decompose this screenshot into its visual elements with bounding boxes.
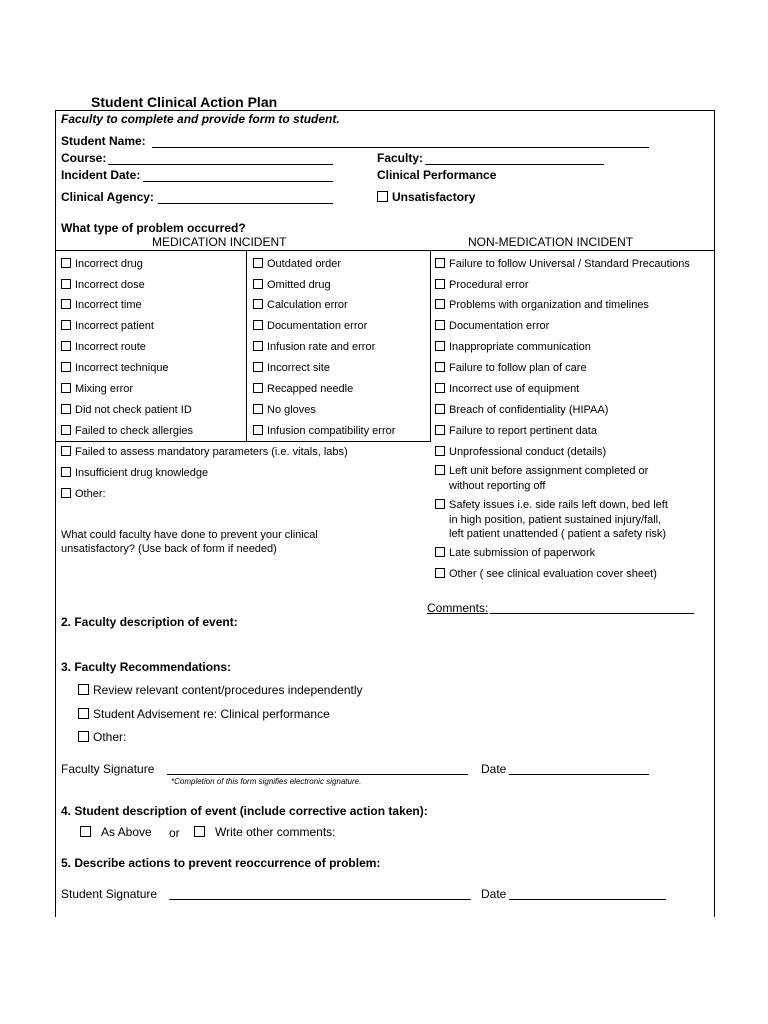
clinical-agency-label: Clinical Agency: <box>61 190 154 204</box>
non-medication-precautions[interactable]: Failure to follow Universal / Standard Precautions <box>435 258 690 270</box>
checkbox[interactable] <box>253 425 263 435</box>
section-2-heading: 2. Faculty description of event: <box>61 615 238 629</box>
checkbox[interactable] <box>61 446 71 456</box>
student-signature-field[interactable] <box>169 899 471 900</box>
checkbox[interactable] <box>253 383 263 393</box>
medication-drug-knowledge[interactable]: Insufficient drug knowledge <box>61 467 208 479</box>
medication-incorrect-dose[interactable]: Incorrect dose <box>61 279 145 291</box>
prevent-question-line-2: unsatisfactory? (Use back of form if needed) <box>61 543 277 555</box>
recommendation-review[interactable]: Review relevant content/procedures independently <box>78 683 363 697</box>
faculty-date-field[interactable] <box>509 774 649 775</box>
table-top-rule <box>55 250 714 251</box>
as-above-option[interactable]: As Above <box>80 825 152 839</box>
medication-mandatory-parameters[interactable]: Failed to assess mandatory parameters (i.e. vitals, labs) <box>61 446 348 458</box>
medication-incorrect-technique[interactable]: Incorrect technique <box>61 362 169 374</box>
non-medication-other[interactable]: Other ( see clinical evaluation cover sheet) <box>435 568 657 580</box>
non-medication-safety-cont-2: left patient unattended ( patient a safety risk) <box>449 528 667 540</box>
prevent-question-line-1: What could faculty have done to prevent your clinical <box>61 529 318 541</box>
non-medication-procedural-error[interactable]: Procedural error <box>435 279 528 291</box>
student-name-field[interactable] <box>152 147 649 148</box>
form-title: Student Clinical Action Plan <box>91 94 278 110</box>
checkbox[interactable] <box>253 404 263 414</box>
non-medication-confidentiality[interactable]: Breach of confidentiality (HIPAA) <box>435 404 608 416</box>
student-date-label: Date <box>481 887 507 901</box>
unsatisfactory-option[interactable]: Unsatisfactory <box>377 190 475 204</box>
medication-documentation-error[interactable]: Documentation error <box>253 320 367 332</box>
checkbox[interactable] <box>435 341 445 351</box>
non-medication-communication[interactable]: Inappropriate communication <box>435 341 591 353</box>
faculty-date-label: Date <box>481 762 507 776</box>
checkbox[interactable] <box>61 299 71 309</box>
medication-outdated-order[interactable]: Outdated order <box>253 258 341 270</box>
checkbox[interactable] <box>80 826 91 837</box>
checkbox[interactable] <box>435 383 445 393</box>
or-text: or <box>169 826 180 840</box>
non-medication-organization[interactable]: Problems with organization and timelines <box>435 299 649 311</box>
checkbox[interactable] <box>435 404 445 414</box>
section-5-heading: 5. Describe actions to prevent reoccurrence of problem: <box>61 856 381 870</box>
medication-header: MEDICATION INCIDENT <box>152 235 287 249</box>
checkbox[interactable] <box>253 362 263 372</box>
recommendation-advisement[interactable]: Student Advisement re: Clinical performance <box>78 707 330 721</box>
incident-date-field[interactable] <box>143 181 333 182</box>
comments-label: Comments: <box>427 601 489 615</box>
non-medication-left-unit[interactable]: Left unit before assignment completed or <box>435 465 648 477</box>
non-medication-pertinent-data[interactable]: Failure to report pertinent data <box>435 425 597 437</box>
medication-incorrect-site[interactable]: Incorrect site <box>253 362 330 374</box>
medication-recapped-needle[interactable]: Recapped needle <box>253 383 353 395</box>
checkbox[interactable] <box>253 341 263 351</box>
medication-column-divider <box>246 250 247 441</box>
comments-field[interactable] <box>490 613 694 614</box>
checkbox[interactable] <box>253 258 263 268</box>
problem-question: What type of problem occurred? <box>61 221 246 235</box>
non-medication-left-unit-cont: without reporting off <box>449 480 546 492</box>
faculty-signature-label: Faculty Signature <box>61 762 155 776</box>
medication-no-gloves[interactable]: No gloves <box>253 404 316 416</box>
checkbox[interactable] <box>435 279 445 289</box>
medication-incorrect-route[interactable]: Incorrect route <box>61 341 146 353</box>
non-medication-plan-of-care[interactable]: Failure to follow plan of care <box>435 362 587 374</box>
checkbox[interactable] <box>61 258 71 268</box>
checkbox[interactable] <box>435 320 445 330</box>
checkbox[interactable] <box>61 425 71 435</box>
medication-allergies[interactable]: Failed to check allergies <box>61 425 193 437</box>
faculty-label: Faculty: <box>377 151 424 165</box>
student-signature-label: Student Signature <box>61 887 158 901</box>
checkbox[interactable] <box>435 258 445 268</box>
non-medication-documentation[interactable]: Documentation error <box>435 320 549 332</box>
checkbox[interactable] <box>78 684 89 695</box>
course-label: Course: <box>61 151 107 165</box>
student-date-field[interactable] <box>509 899 666 900</box>
checkbox[interactable] <box>61 404 71 414</box>
section-column-divider <box>430 250 431 441</box>
checkbox[interactable] <box>78 708 89 719</box>
checkbox[interactable] <box>435 299 445 309</box>
checkbox[interactable] <box>435 362 445 372</box>
signature-note: *Completion of this form signifies electronic signature. <box>171 777 362 786</box>
medication-incorrect-patient[interactable]: Incorrect patient <box>61 320 154 332</box>
checkbox[interactable] <box>61 279 71 289</box>
non-medication-unprofessional[interactable]: Unprofessional conduct (details) <box>435 446 606 458</box>
checkbox[interactable] <box>435 425 445 435</box>
faculty-field[interactable] <box>425 164 604 165</box>
medication-mixing-error[interactable]: Mixing error <box>61 383 133 395</box>
section-3-heading: 3. Faculty Recommendations: <box>61 660 232 674</box>
course-field[interactable] <box>108 164 333 165</box>
checkbox[interactable] <box>61 383 71 393</box>
checkbox[interactable] <box>253 320 263 330</box>
medication-infusion-compatibility[interactable]: Infusion compatibility error <box>253 425 395 437</box>
checkbox[interactable] <box>435 446 445 456</box>
non-medication-late-paperwork[interactable]: Late submission of paperwork <box>435 547 595 559</box>
faculty-signature-field[interactable] <box>167 774 468 775</box>
medication-infusion-rate[interactable]: Infusion rate and error <box>253 341 375 353</box>
medication-calculation-error[interactable]: Calculation error <box>253 299 348 311</box>
medication-grid-bottom-rule <box>55 441 431 442</box>
checkbox[interactable] <box>61 341 71 351</box>
medication-omitted-drug[interactable]: Omitted drug <box>253 279 331 291</box>
checkbox[interactable] <box>61 467 71 477</box>
non-medication-safety[interactable]: Safety issues i.e. side rails left down, bed left <box>435 499 668 511</box>
medication-patient-id[interactable]: Did not check patient ID <box>61 404 192 416</box>
clinical-performance-label: Clinical Performance <box>377 168 497 182</box>
write-other-option[interactable]: Write other comments: <box>194 825 335 839</box>
checkbox[interactable] <box>377 191 388 202</box>
instruction-text: Faculty to complete and provide form to student. <box>61 112 340 126</box>
incident-date-label: Incident Date: <box>61 168 141 182</box>
checkbox[interactable] <box>194 826 205 837</box>
checkbox[interactable] <box>435 499 445 509</box>
checkbox[interactable] <box>435 568 445 578</box>
student-name-label: Student Name: <box>61 134 146 148</box>
clinical-agency-field[interactable] <box>158 203 333 204</box>
section-4-heading: 4. Student description of event (include corrective action taken): <box>61 804 428 818</box>
medication-other[interactable]: Other: <box>61 488 106 500</box>
checkbox[interactable] <box>61 362 71 372</box>
medication-incorrect-time[interactable]: Incorrect time <box>61 299 142 311</box>
non-medication-safety-cont-1: in high position, patient sustained injury/fall, <box>449 514 662 526</box>
checkbox[interactable] <box>253 299 263 309</box>
checkbox[interactable] <box>61 320 71 330</box>
checkbox[interactable] <box>78 731 89 742</box>
non-medication-equipment[interactable]: Incorrect use of equipment <box>435 383 579 395</box>
checkbox[interactable] <box>435 465 445 475</box>
checkbox[interactable] <box>435 547 445 557</box>
checkbox[interactable] <box>253 279 263 289</box>
checkbox[interactable] <box>61 488 71 498</box>
recommendation-other[interactable]: Other: <box>78 730 126 744</box>
non-medication-header: NON-MEDICATION INCIDENT <box>468 235 634 249</box>
medication-incorrect-drug[interactable]: Incorrect drug <box>61 258 143 270</box>
